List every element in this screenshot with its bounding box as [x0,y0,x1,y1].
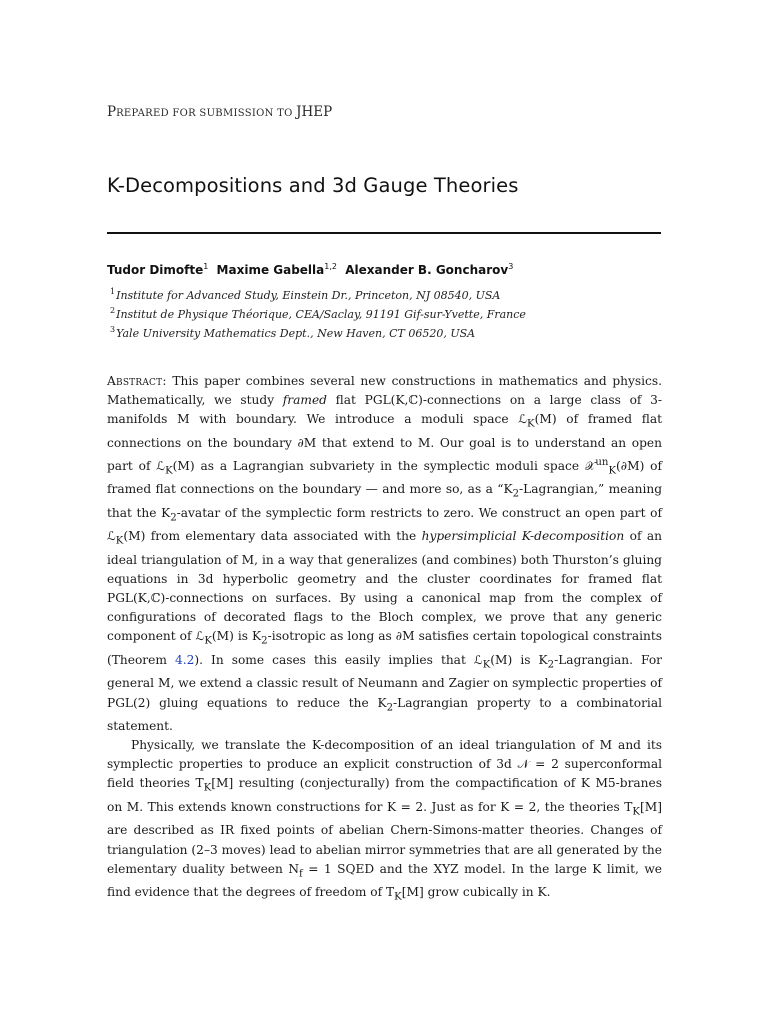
abstract-label: Abstract: [107,374,167,388]
abstract-paragraph: Abstract: This paper combines several new constructions in mathematics and physics. Mathematically, we study framed flat PGL(K,ℂ)-connections on a large class of 3-manifolds M with boundary. We introduce a moduli space ℒ$_K$(M) of framed flat connections on the boundary ∂M that extend to M. Our goal is to understand an open part of ℒ$_K$(M) as a Lagrangian subvariety in the symplectic moduli space 𝒳$^{un}_K$(∂M) of framed flat connections on the boundary — and more so, as a “$K_2$-Lagrangian,” meaning that the $K_2$-avatar of the symplectic form restricts to zero. We construct an open part of ℒ$_K$(M) from elementary data associated with the hypersimplicial K-decomposition of an ideal triangulation of M, in a way that generalizes (and combines) both Thurston’s gluing equations in 3d hyperbolic geometry and the cluster coordinates for framed flat PGL(K,ℂ)-connections on surfaces. By using a canonical map from the complex of configurations of decorated flags to the Bloch complex, we prove that any generic component of ℒ$_K$(M) is $K_2$-isotropic as long as ∂M satisfies certain topological constraints (Theorem 4.2). In some cases this easily implies that ℒ$_K$(M) is $K_2$-Lagrangian. For general M, we extend a classic result of Neumann and Zagier on symplectic properties of PGL(2) gluing equations to reduce the $K_2$-Lagrangian property to a combinatorial statement. [107,374,663,734]
abstract [107,372,662,907]
abstract-paragraph: Physically, we translate the K-decomposition of an ideal triangulation of M and its symplectic properties to produce an explicit construction of 3d 𝒩 = 2 superconformal field theories $T_K[M]$ resulting (conjecturally) from the compactification of K M5-branes on M. This extends known constructions for K = 2. Just as for K = 2, the theories $T_K[M]$ are described as IR fixed points of abelian Chern-Simons-matter theories. Changes of triangulation (2–3 moves) lead to abelian mirror symmetries that are all generated by the elementary duality between $N_f = 1$ SQED and the XYZ model. In the large K limit, we find evidence that the degrees of freedom of $T_K[M]$ grow cubically in K. [107,738,663,903]
title-rule [107,232,661,234]
paper-title: K-Decompositions and 3d Gauge Theories [107,174,519,197]
author-name: Tudor Dimofte$^1$ [107,262,209,277]
affiliation: $^3$Yale University Mathematics Dept., New Haven, CT 06520, USA [110,325,476,340]
author-name: Alexander B. Goncharov$^3$ [345,262,514,277]
submission-note: PREPARED FOR SUBMISSION TO JHEP [107,104,333,120]
affiliation: $^2$Institut de Physique Théorique, CEA/Saclay, 91191 Gif-sur-Yvette, France [110,306,526,321]
affiliation: $^1$Institute for Advanced Study, Einstein Dr., Princeton, NJ 08540, USA [110,287,501,302]
author-name: Maxime Gabella$^{1,2}$ [216,262,337,277]
author-list [107,263,517,277]
theorem-link[interactable]: 4.2 [174,652,195,667]
